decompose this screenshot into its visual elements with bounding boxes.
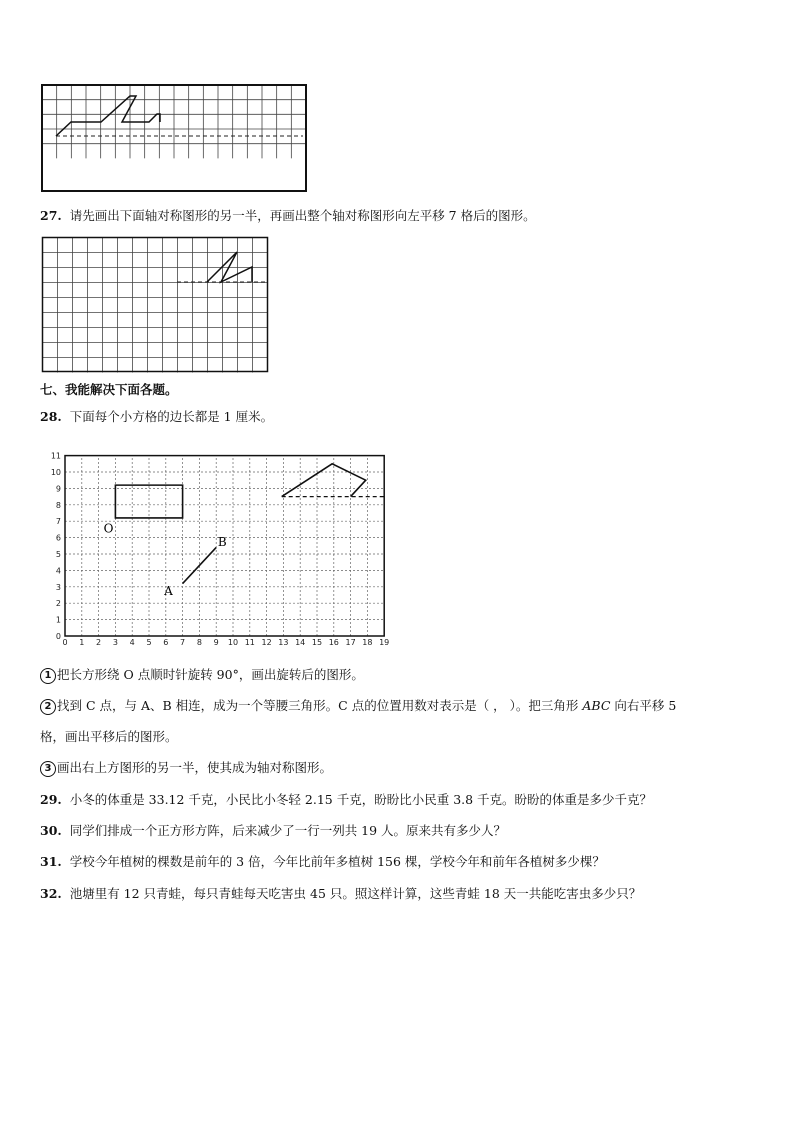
y-tick-label: 10: [50, 468, 61, 477]
question-28-number: 28.: [40, 409, 62, 424]
x-tick-label: 4: [129, 638, 135, 646]
x-tick-label: 11: [244, 638, 255, 646]
y-tick-label: 11: [50, 451, 61, 461]
sub2-marker: 2: [40, 699, 56, 715]
question-31-text: 学校今年植树的棵数是前年的 3 倍，今年比前年多植树 156 棵，学校今年和前年各植树多少棵？: [69, 854, 605, 869]
y-tick-label: 7: [55, 517, 61, 527]
question-28-sub2-cont: [40, 729, 178, 745]
x-tick-label: 1: [79, 638, 85, 646]
sub2-text-a: 找到 C 点，与 A、B 相连，成为一个等腰三角形。C 点的位置用数对表示是（ ， ）。把三角形: [57, 698, 583, 713]
question-32: [40, 886, 641, 902]
x-tick-label: 17: [345, 638, 356, 646]
point-label-b: B: [217, 534, 227, 549]
x-tick-label: 13: [278, 638, 289, 646]
y-tick-label: 2: [55, 599, 61, 609]
sub1-text: 把长方形绕 O 点顺时针旋转 90°，画出旋转后的图形。: [57, 667, 364, 682]
sub3-marker: 3: [40, 761, 56, 777]
sub1-marker: 1: [40, 668, 56, 684]
question-32-number: 32.: [40, 886, 62, 901]
question-28-sub3: [40, 760, 332, 777]
point-label-o: O: [103, 521, 114, 536]
question-27-text: 请先画出下面轴对称图形的另一半，再画出整个轴对称图形向左平移 7 格后的图形。: [69, 208, 536, 223]
x-tick-label: 16: [328, 638, 339, 646]
top-right-half-shape: [282, 464, 366, 497]
question-31: [40, 854, 605, 870]
question-30-number: 30.: [40, 823, 62, 838]
figure2-shape: [207, 252, 252, 282]
sub2-text-b: 向右平移 5: [610, 698, 677, 713]
question-29-text: 小冬的体重是 33.12 千克，小民比小冬轻 2.15 千克，盼盼比小民重 3.8 千克。盼盼的体重是多少千克？: [69, 792, 653, 807]
figure1-grid: [41, 84, 309, 194]
x-tick-label: 10: [227, 638, 239, 646]
question-28-sub1: [40, 667, 364, 684]
x-tick-label: 0: [62, 638, 68, 646]
x-tick-label: 2: [96, 638, 102, 646]
question-30-text: 同学们排成一个正方形方阵，后来减少了一行一列共 19 人。原来共有多少人？: [69, 823, 507, 838]
figure2-grid: [41, 236, 271, 374]
x-tick-label: 3: [112, 638, 118, 646]
y-tick-label: 1: [55, 615, 61, 625]
question-29: [40, 792, 652, 808]
section-7-title: 七、我能解决下面各题。: [40, 382, 178, 397]
y-tick-label: 9: [55, 484, 61, 494]
sub2-text-c: 格，画出平移后的图形。: [40, 729, 178, 744]
y-tick-label: 8: [55, 500, 61, 510]
y-tick-label: 0: [55, 632, 61, 641]
x-tick-label: 8: [196, 638, 202, 646]
question-31-number: 31.: [40, 854, 62, 869]
x-tick-label: 15: [311, 638, 323, 646]
x-tick-label: 6: [163, 638, 169, 646]
x-tick-label: 9: [213, 638, 219, 646]
question-27: [40, 208, 536, 224]
question-28: [40, 409, 273, 425]
sub2-abc: ABC: [582, 698, 611, 713]
question-29-number: 29.: [40, 792, 62, 807]
question-28-sub2: [40, 698, 676, 715]
x-tick-label: 14: [295, 638, 306, 646]
x-tick-label: 18: [362, 638, 373, 646]
coordinate-grid-chart: [44, 440, 396, 646]
x-tick-label: 5: [146, 638, 152, 646]
y-tick-label: 3: [55, 582, 61, 592]
x-tick-label: 12: [261, 638, 272, 646]
y-tick-label: 5: [55, 550, 61, 559]
question-32-text: 池塘里有 12 只青蛙，每只青蛙每天吃害虫 45 只。照这样计算，这些青蛙 18 天一共能吃害虫多少只？: [69, 886, 642, 901]
question-30: [40, 823, 506, 839]
question-27-number: 27.: [40, 208, 62, 223]
y-tick-label: 4: [55, 566, 61, 576]
point-label-a: A: [164, 584, 173, 598]
x-tick-label: 7: [180, 638, 186, 646]
y-tick-label: 6: [55, 533, 61, 543]
sub3-text: 画出右上方图形的另一半，使其成为轴对称图形。: [57, 760, 333, 775]
x-tick-label: 19: [379, 638, 390, 646]
question-28-text: 下面每个小方格的边长都是 1 厘米。: [69, 409, 274, 424]
